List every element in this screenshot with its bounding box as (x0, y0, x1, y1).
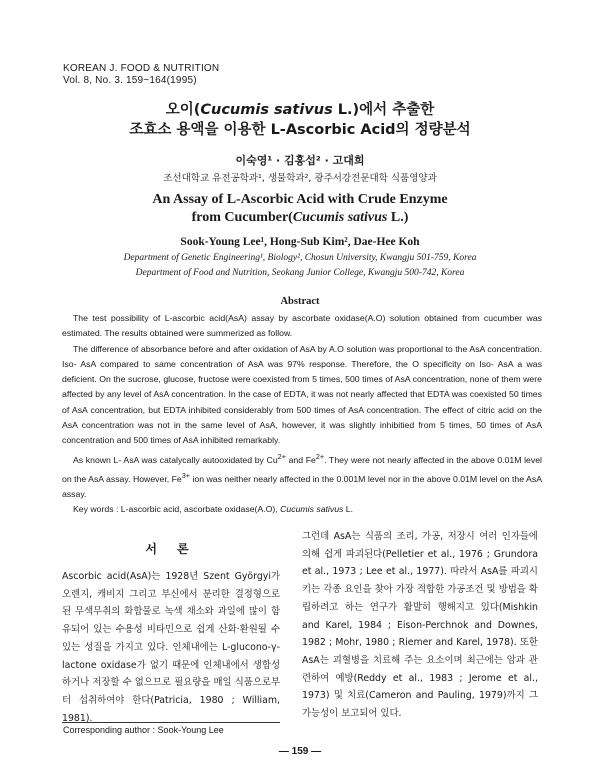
korean-affiliation: 조선대학교 유전공학과¹, 생물학과², 광주서강전문대학 식품영양과 (163, 173, 437, 184)
korean-title-suffix: L.)에서 추출한 (332, 102, 435, 118)
english-title-suffix: L.) (387, 210, 409, 225)
korean-authors: 이숙영¹ · 김홍섭² · 고대희 (235, 154, 365, 167)
abstract-p3-part-d: ion was neither nearly affected in the 0.001M level nor in the above 0.01M level on the AsA assay. (62, 473, 542, 500)
keywords (62, 502, 542, 517)
journal-name: KOREAN J. FOOD & NUTRITION (63, 63, 220, 74)
english-affiliation-1: Department of Genetic Engineering¹, Biology², Chosun University, Kwangju 501-759, Korea (123, 253, 477, 263)
abstract-paragraph-2: The difference of absorbance before and after oxidation of AsA by A.O solution was proportional to the AsA concentration. Iso- AsA compared to same concentration of AsA was 97% response. Therefore, the O specificity on Iso- AsA a was deficient. On the sucrose, glucose, fructose were coexisted from 5 times, 500 times of AsA concentration, none of them were affected by any level of AsA concentration. In the case of EDTA, it was not nearly affected that EDTA was coexisted 50 times of AsA concentration, but EDTA inhibited considerably from 500 times of AsA concentration. The effect of citric acid on the AsA concentration was not in the same level of AsA, however, it was slightly inhibitied from 5 times, 50 times of AsA concentration and 500 times of AsA inhibited remarkably. (62, 343, 542, 446)
abstract-p3-part-a: As known L- AsA was catalycally autooxidated by Cu (73, 454, 278, 465)
korean-title-line-2: 조효소 용액을 이용한 L-Ascorbic Acid의 정량분석 (129, 122, 471, 138)
journal-header (63, 63, 219, 87)
korean-title-species: Cucumis sativus (200, 102, 333, 118)
english-title-line-1: An Assay of L-Ascorbic Acid with Crude Enzyme (152, 192, 448, 207)
english-title-prefix: from Cucumber( (191, 210, 293, 225)
introduction-heading: 서 론 (145, 542, 197, 556)
english-title-species: Cucumis sativus (292, 210, 388, 225)
abstract-body (62, 311, 542, 518)
introduction-left-column: Ascorbic acid(AsA)는 1928년 Szent Györgyi가 오렌지, 캐비지 그리고 부신에서 분리한 결정형으로 된 무색무취의 화합물로 녹색 채소와 과일에 많이 함유되어 있는 수용성 비타민으로 쉽게 산화·환원될 수 있는 성질을 가지고 있다. 인체내에는 L-glucono-γ-lactone oxidase가 없기 때문에 인체내에서 생합성하거나 저장할 수 없으므로 필요량을 매일 식품으로부터 섭취하여야 한다(Patricia, 1980 ; William, 1981). (62, 571, 280, 724)
keywords-suffix: L. (343, 504, 354, 515)
english-title-line-2 (0, 210, 600, 226)
page-number: — 159 — (278, 746, 322, 757)
introduction-right-column: 그런데 AsA는 식품의 조리, 가공, 저장시 여러 인자들에 의해 쉽게 파괴된다(Pelletier et al., 1976 ; Grundora et al., 1973 ; Lee et al., 1977). 따라서 AsA를 파괴시키는 각종 요인을 찾아 가장 적합한 가공조건 및 방법을 확립하려고 하는 연구가 활발히 행해지고 있다(Mishkin and Karel, 1984 ; Eison-Perchnok and Downes, 1982 ; Mohr, 1980 ; Riemer and Karel, 1978). 또한 AsA는 괴혈병을 치료해 주는 요소이며 최근에는 암과 관련하여 예방(Reddy et al., 1983 ; Jerome et al., 1973) 및 치료(Cameron and Pauling, 1979)까지 그 가능성이 보고되어 있다. (302, 531, 538, 720)
copper-charge: 2+ (277, 451, 286, 461)
iron-ii-charge: 2+ (315, 451, 325, 461)
journal-volume: Vol. 8, No. 3. 159~164(1995) (63, 75, 197, 86)
abstract-p3-part-b: and Fe (285, 454, 316, 465)
iron-iii-charge: 3+ (181, 470, 191, 480)
abstract-paragraph-1: The test possibility of L-ascorbic acid(AsA) assay by ascorbate oxidase(A.O) solution obtained from cucumber was estimated. The results obtained were summerized as follow. (62, 313, 542, 339)
abstract-paragraph-3 (62, 449, 542, 503)
keywords-species: Cucumis sativus (280, 504, 344, 515)
korean-title-prefix: 오이( (165, 102, 201, 118)
footnote-divider (62, 722, 280, 723)
english-affiliation-2: Department of Food and Nutrition, Seokang Junior College, Kwangju 500-742, Korea (135, 268, 465, 278)
abstract-heading: Abstract (280, 296, 320, 307)
abstract-p3-part-c: . They were not nearly affected in the above 0.01M level on the AsA assay. However, Fe (62, 454, 542, 484)
corresponding-author: Corresponding author : Sook-Young Lee (63, 725, 224, 735)
korean-title-line-1 (0, 98, 600, 119)
english-authors: Sook-Young Lee¹, Hong-Sub Kim², Dae-Hee Koh (180, 236, 420, 248)
keywords-prefix: Key words : L-ascorbic acid, ascorbate oxidase(A.O), (73, 504, 281, 515)
